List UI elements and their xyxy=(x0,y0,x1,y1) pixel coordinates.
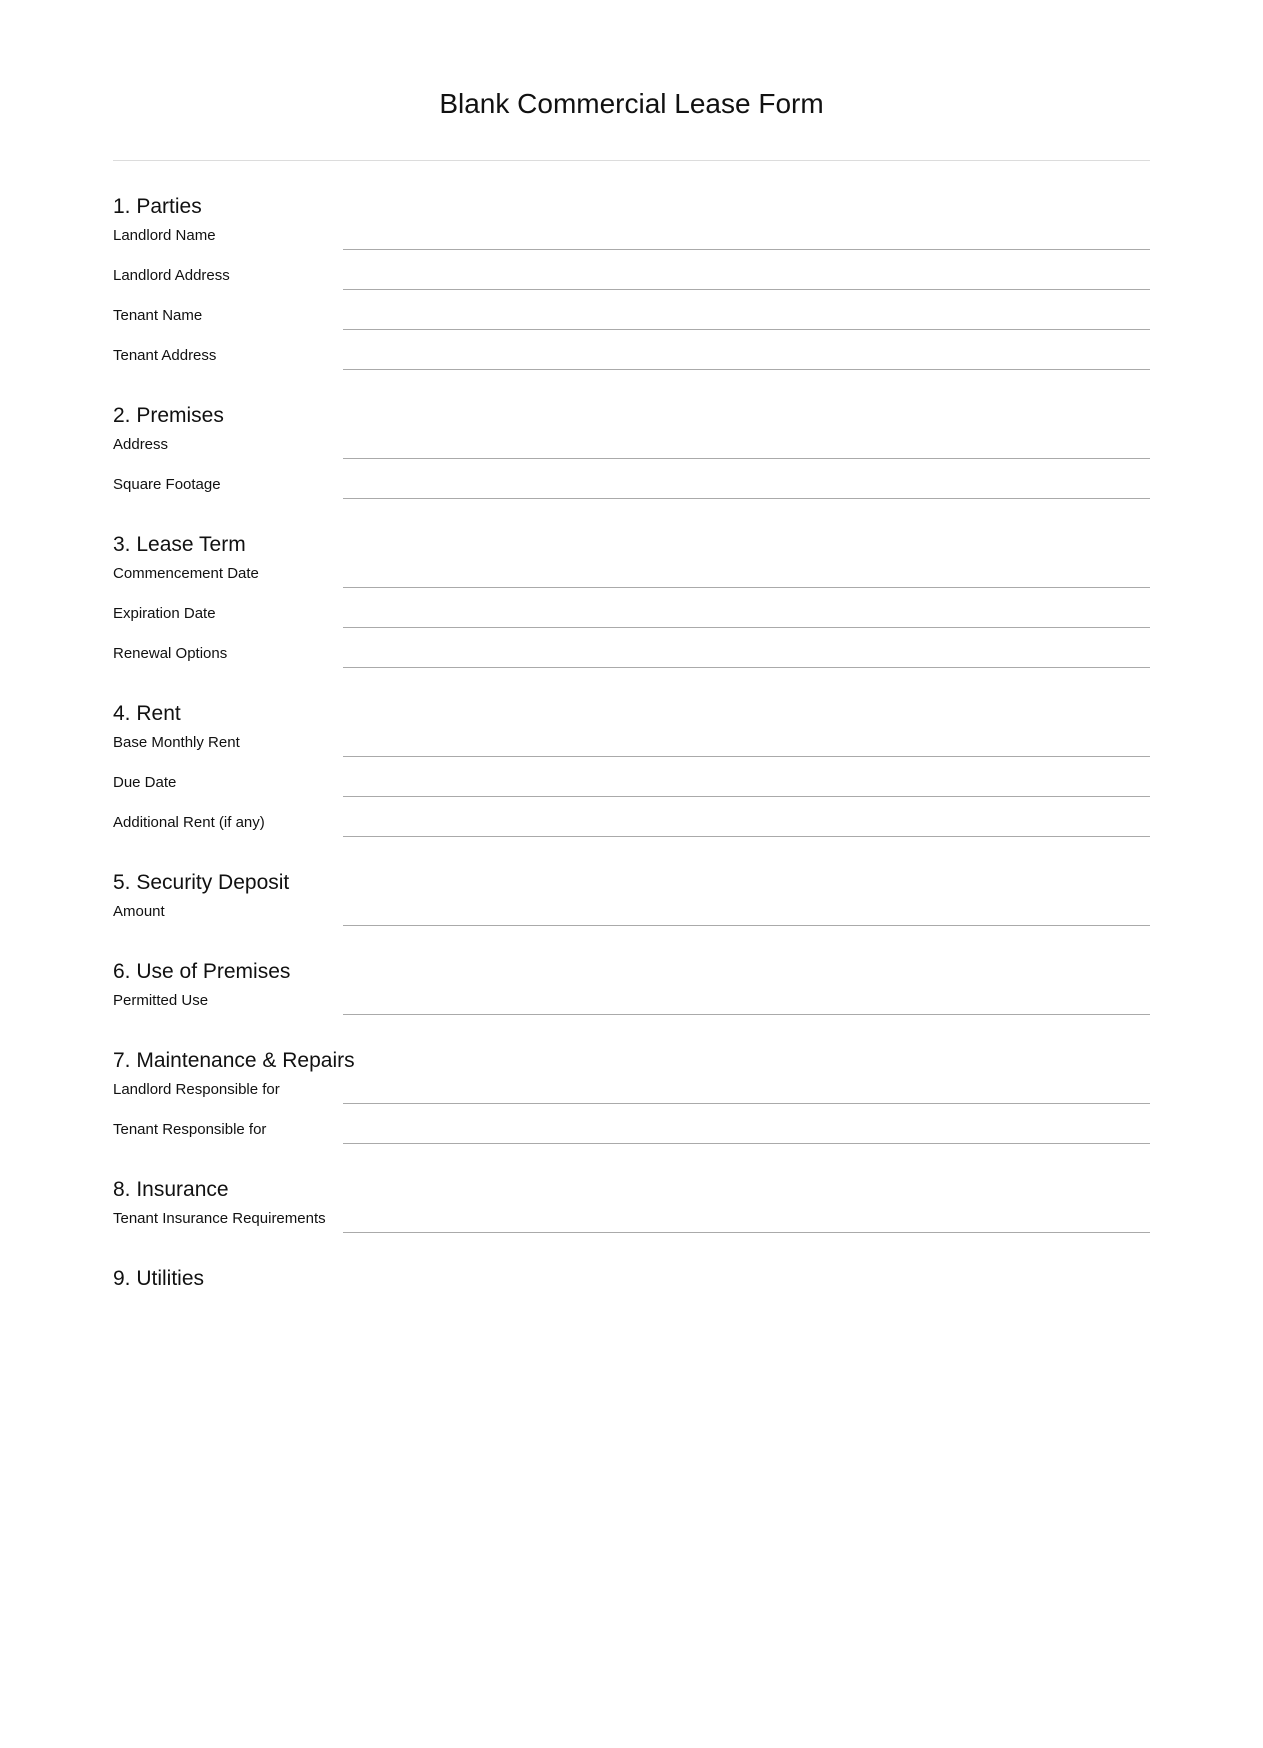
form-row-landlord-name xyxy=(113,223,1150,250)
field-input-permitted-use[interactable] xyxy=(343,988,1150,1015)
form-row-tenant-responsible-for xyxy=(113,1117,1150,1144)
section-heading: 5. Security Deposit xyxy=(113,870,290,894)
section-fields xyxy=(113,899,1150,926)
field-input-expiration-date[interactable] xyxy=(343,601,1150,628)
form-row-commencement-date xyxy=(113,561,1150,588)
field-input-landlord-address[interactable] xyxy=(343,263,1150,290)
field-input-tenant-address[interactable] xyxy=(343,343,1150,370)
field-input-additional-rent-if-any[interactable] xyxy=(343,810,1150,837)
form-row-tenant-address xyxy=(113,343,1150,370)
form-row-landlord-responsible-for xyxy=(113,1077,1150,1104)
section-heading: 1. Parties xyxy=(113,194,202,218)
section-heading: 3. Lease Term xyxy=(113,532,246,556)
section-fields xyxy=(113,1077,1150,1144)
field-input-landlord-name[interactable] xyxy=(343,223,1150,250)
form-row-additional-rent-if-any xyxy=(113,810,1150,837)
field-input-landlord-responsible-for[interactable] xyxy=(343,1077,1150,1104)
form-row-amount xyxy=(113,899,1150,926)
field-label: Tenant Responsible for xyxy=(113,1120,267,1138)
field-label: Base Monthly Rent xyxy=(113,733,240,751)
form-section-8-insurance xyxy=(113,1177,1150,1233)
form-row-due-date xyxy=(113,770,1150,797)
field-label: Permitted Use xyxy=(113,991,209,1009)
form-row-base-monthly-rent xyxy=(113,730,1150,757)
form-row-address xyxy=(113,432,1150,459)
form-section-4-rent xyxy=(113,701,1150,837)
field-label: Commencement Date xyxy=(113,564,259,582)
section-heading: 7. Maintenance & Repairs xyxy=(113,1048,355,1072)
section-heading: 9. Utilities xyxy=(113,1266,205,1290)
section-heading: 6. Use of Premises xyxy=(113,959,291,983)
field-label: Tenant Name xyxy=(113,306,203,324)
section-fields xyxy=(113,1206,1150,1233)
field-label: Due Date xyxy=(113,773,177,791)
form-row-tenant-insurance-requirements xyxy=(113,1206,1150,1233)
field-label: Landlord Address xyxy=(113,266,230,284)
section-heading: 2. Premises xyxy=(113,403,224,427)
section-fields xyxy=(113,561,1150,668)
field-input-address[interactable] xyxy=(343,432,1150,459)
field-label: Tenant Insurance Requirements xyxy=(113,1209,326,1227)
field-label: Additional Rent (if any) xyxy=(113,813,265,831)
section-fields xyxy=(113,730,1150,837)
field-label: Expiration Date xyxy=(113,604,216,622)
form-row-landlord-address xyxy=(113,263,1150,290)
page-title: Blank Commercial Lease Form xyxy=(439,88,824,119)
form-row-permitted-use xyxy=(113,988,1150,1015)
field-input-square-footage[interactable] xyxy=(343,472,1150,499)
form-section-3-lease-term xyxy=(113,532,1150,668)
form-row-renewal-options xyxy=(113,641,1150,668)
field-input-tenant-insurance-requirements[interactable] xyxy=(343,1206,1150,1233)
section-fields xyxy=(113,988,1150,1015)
form-section-9-utilities xyxy=(113,1266,1150,1291)
field-label: Amount xyxy=(113,902,165,920)
form-row-tenant-name xyxy=(113,303,1150,330)
section-fields xyxy=(113,432,1150,499)
section-fields xyxy=(113,223,1150,370)
field-input-base-monthly-rent[interactable] xyxy=(343,730,1150,757)
field-label: Address xyxy=(113,435,169,453)
field-input-due-date[interactable] xyxy=(343,770,1150,797)
section-heading: 8. Insurance xyxy=(113,1177,229,1201)
field-label: Landlord Responsible for xyxy=(113,1080,280,1098)
field-input-tenant-responsible-for[interactable] xyxy=(343,1117,1150,1144)
form-section-6-use-of-premises xyxy=(113,959,1150,1015)
form-row-expiration-date xyxy=(113,601,1150,628)
form-sections xyxy=(113,194,1150,1291)
form-row-square-footage xyxy=(113,472,1150,499)
section-heading: 4. Rent xyxy=(113,701,181,725)
field-label: Square Footage xyxy=(113,475,221,493)
field-label: Renewal Options xyxy=(113,644,228,662)
field-input-commencement-date[interactable] xyxy=(343,561,1150,588)
form-section-7-maintenance-repairs xyxy=(113,1048,1150,1144)
field-input-renewal-options[interactable] xyxy=(343,641,1150,668)
form-section-1-parties xyxy=(113,194,1150,370)
field-input-tenant-name[interactable] xyxy=(343,303,1150,330)
form-section-5-security-deposit xyxy=(113,870,1150,926)
title-divider xyxy=(113,160,1150,161)
field-label: Tenant Address xyxy=(113,346,217,364)
form-section-2-premises xyxy=(113,403,1150,499)
field-label: Landlord Name xyxy=(113,226,216,244)
field-input-amount[interactable] xyxy=(343,899,1150,926)
